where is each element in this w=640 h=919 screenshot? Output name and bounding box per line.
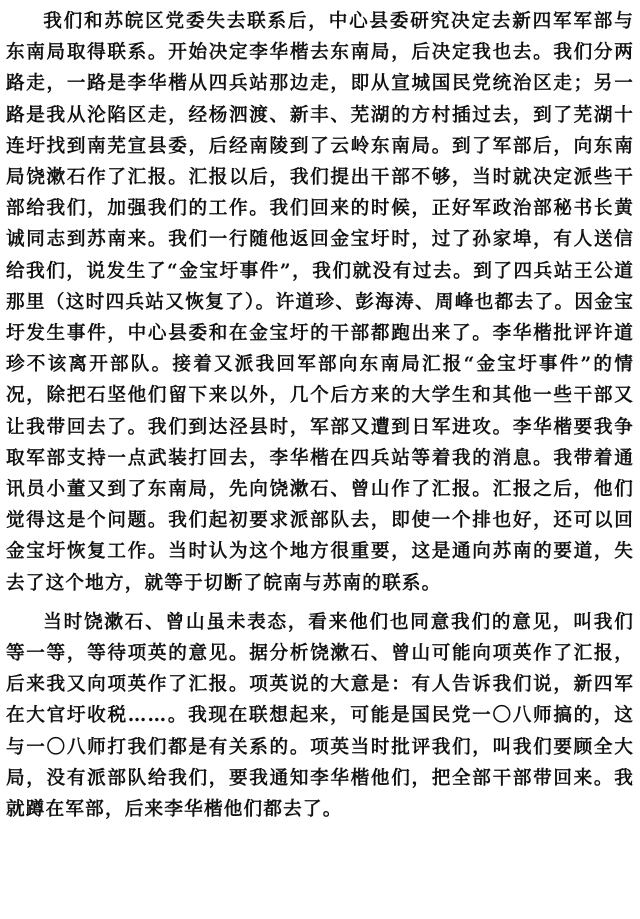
document-page: [6, 6, 634, 825]
paragraph-1: 我们和苏皖区党委失去联系后，中心县委研究决定去新四军军部与东南局取得联系。开始决定李华楷去东南局，后决定我也去。我们分两路走，一路是李华楷从四兵站那边走，即从宣城国民党统治区走；另一路是我从沦陷区走，经杨泗渡、新丰、芜湖的方村插过去，到了芜湖十连圩找到南芜宣县委，后经南陵到了云岭东南局。到了军部后，向东南局饶漱石作了汇报。汇报以后，我们提出干部不够，当时就决定派些干部给我们，加强我们的工作。我们回来的时候，正好军政治部秘书长黄诚同志到苏南来。我们一行随他返回金宝圩时，过了孙家埠，有人送信给我们，说发生了“金宝圩事件”，我们就没有过去。到了四兵站王公道那里（这时四兵站又恢复了）。许道珍、彭海涛、周峰也都去了。因金宝圩发生事件，中心县委和在金宝圩的干部都跑出来了。李华楷批评许道珍不该离开部队。接着又派我回军部向东南局汇报“金宝圩事件”的情况，除把石坚他们留下来以外，几个后方来的大学生和其他一些干部又让我带回去了。我们到达泾县时，军部又遭到日军进攻。李华楷要我争取军部支持一点武装打回去，李华楷在四兵站等着我的消息。我带着通讯员小董又到了东南局，先向饶漱石、曾山作了汇报。汇报之后，他们觉得这是个问题。我们起初要求派部队去，即使一个排也好，还可以回金宝圩恢复工作。当时认为这个地方很重要，这是通向苏南的要道，失去了这个地方，就等于切断了皖南与苏南的联系。: [6, 11, 634, 594]
paragraph-2: 当时饶漱石、曾山虽未表态，看来他们也同意我们的意见，叫我们等一等，等待项英的意见。据分析饶漱石、曾山可能向项英作了汇报，后来我又向项英作了汇报。项英说的大意是：有人告诉我们说，新四军在大官圩收税……。我现在联想起来，可能是国民党一〇八师搞的，这与一〇八师打我们都是有关系的。项英当时批评我们，叫我们要顾全大局，没有派部队给我们，要我通知李华楷他们，把全部干部带回来。我就蹲在军部，后来李华楷他们都去了。: [6, 611, 634, 821]
